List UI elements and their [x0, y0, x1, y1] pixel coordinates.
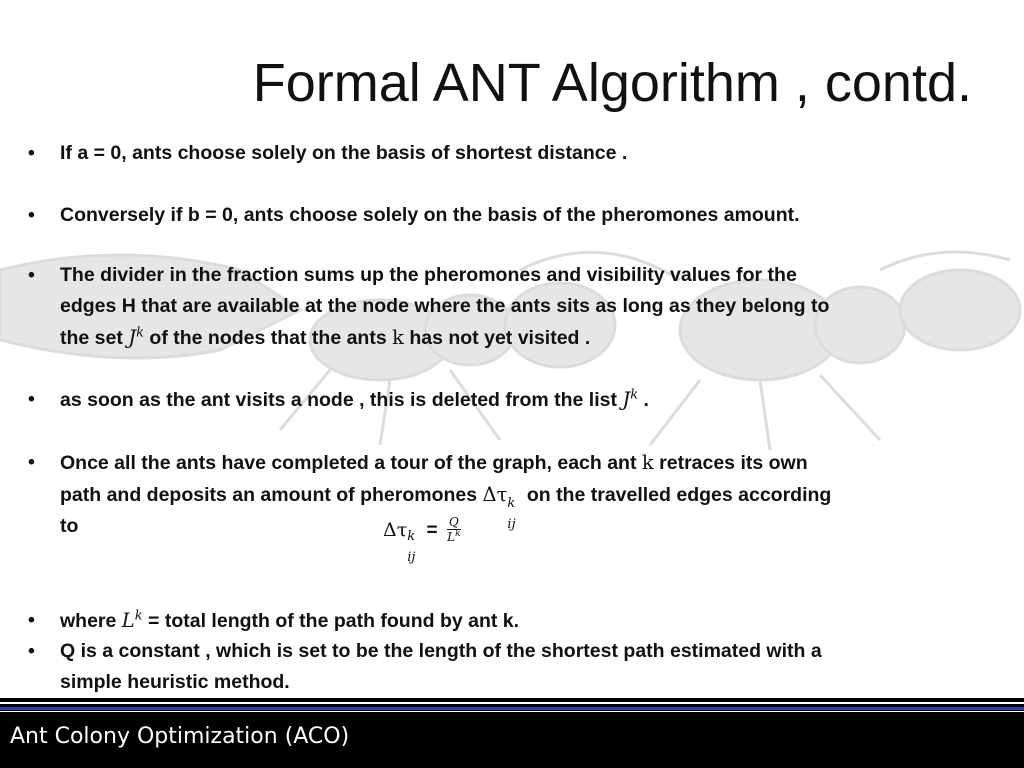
bullet-text [60, 384, 973, 416]
pheromone-update-formula [383, 515, 461, 565]
bullet-marker: • [28, 451, 35, 473]
bullet-line: as soon as the ant visits a node , this is deleted from the list [60, 389, 623, 411]
bullet-tour-complete [28, 447, 973, 545]
bullet-q-constant [28, 636, 973, 698]
bullet-line: . [638, 389, 649, 411]
bullet-line: of the nodes that the ants [144, 327, 393, 349]
bullet-text: If a = 0, ants choose solely on the basis of shortest distance . [60, 142, 628, 164]
slide-title: Formal ANT Algorithm , contd. [252, 53, 972, 113]
math-superscript: k [507, 496, 516, 511]
math-fraction [447, 516, 461, 545]
math-delta-tau: Δτ [482, 483, 508, 506]
bullet-marker: • [28, 640, 35, 662]
bullet-text: Conversely if b = 0, ants choose solely on the basis of the pheromones amount. [60, 204, 800, 226]
math-set-j: J [622, 388, 631, 411]
bullet-text [60, 447, 973, 545]
footer-rule [0, 711, 1024, 712]
math-superscript: k [136, 325, 144, 341]
footer-title: Ant Colony Optimization (ACO) [10, 724, 350, 749]
footer-rule [0, 702, 1024, 704]
math-var-k: k [392, 326, 404, 349]
math-superscript: k [407, 529, 416, 544]
bullet-line: = total length of the path found by ant k. [142, 610, 520, 632]
bullet-divider [28, 260, 973, 354]
math-subscript: ij [507, 517, 516, 532]
bullet-node-deleted [28, 384, 973, 416]
denominator-base: L [447, 530, 456, 545]
bullet-beta-zero [28, 200, 973, 231]
footer-accent-rule [0, 707, 1024, 710]
math-subscript: ij [407, 550, 416, 565]
bullet-line: the set [60, 327, 129, 349]
bullet-line: path and deposits an amount of pheromones [60, 484, 483, 506]
bullet-line: The divider in the fraction sums up the pheromones and visibility values for the [60, 264, 797, 286]
bullet-line: has not yet visited . [403, 327, 591, 349]
math-superscript: k [455, 529, 461, 540]
math-var-l: L [121, 609, 135, 632]
bullet-line: edges H that are available at the node where the ants sits as long as they belong to [60, 295, 830, 317]
bullet-marker: • [28, 142, 35, 164]
bullet-line: Q is a constant , which is set to be the length of the shortest path estimated with a [60, 640, 822, 662]
math-set-j: J [128, 326, 137, 349]
math-equals: = [421, 520, 443, 541]
math-delta-tau: Δτ [383, 519, 408, 541]
bullet-text [60, 605, 973, 637]
bullet-text [60, 260, 973, 354]
math-superscript: k [134, 608, 143, 624]
fraction-numerator: Q [448, 515, 459, 530]
bullet-marker: • [28, 388, 35, 410]
bullet-where-l [28, 605, 973, 637]
bullet-alpha-zero [28, 138, 973, 169]
bullet-line: Once all the ants have completed a tour of the graph, each ant [60, 452, 642, 474]
bullet-line: retraces its own [653, 452, 808, 474]
footer-bar [0, 698, 1024, 768]
bullet-line: simple heuristic method. [60, 671, 290, 693]
bullet-line: where [60, 610, 122, 632]
math-var-k: k [641, 451, 654, 474]
bullet-marker: • [28, 204, 35, 226]
math-superscript: k [630, 387, 639, 403]
bullet-line: to [60, 515, 79, 537]
fraction-denominator [447, 530, 461, 545]
bullet-line: on the travelled edges according [521, 484, 832, 506]
bullet-marker: • [28, 264, 35, 286]
bullet-text [60, 636, 973, 698]
bullet-marker: • [28, 609, 35, 631]
